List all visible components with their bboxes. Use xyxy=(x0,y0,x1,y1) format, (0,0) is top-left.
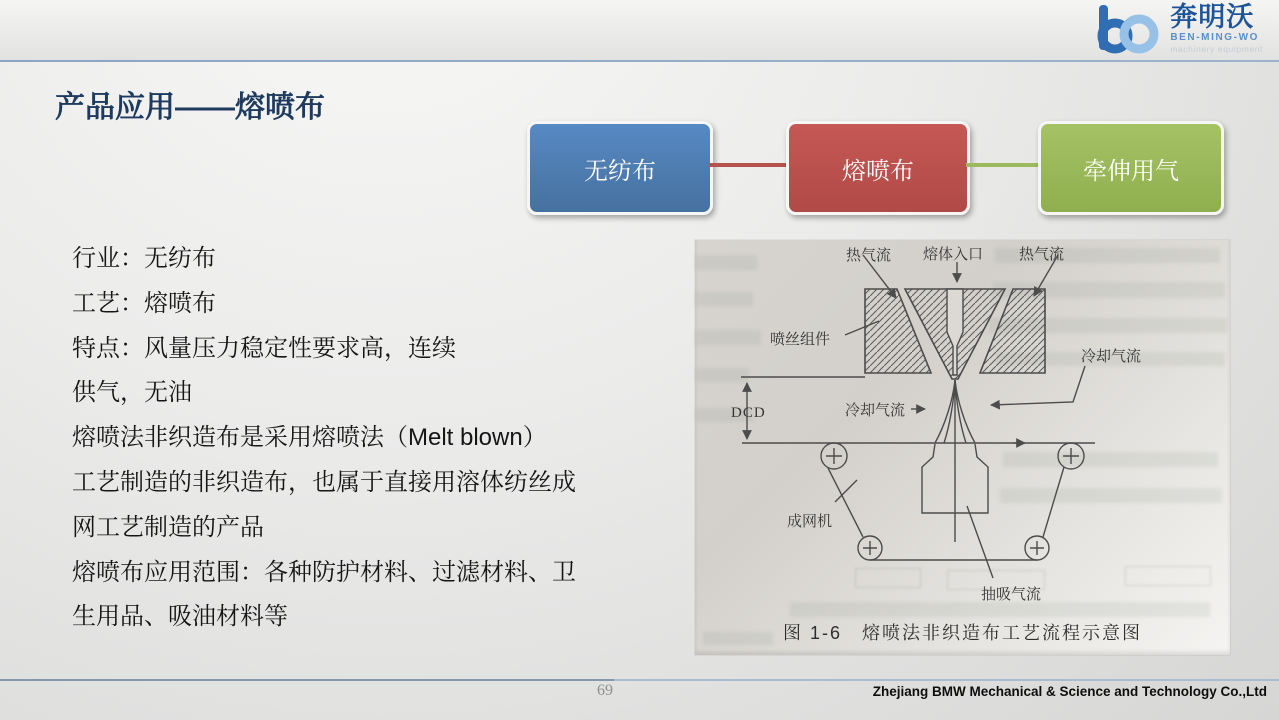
label-cooling-air-right: 冷却气流 xyxy=(1081,348,1142,365)
body-line: 工艺：熔喷布 xyxy=(72,289,216,317)
web-former-leader xyxy=(835,480,857,502)
body-line: 行业：无纺布 xyxy=(72,245,216,272)
logo-company-name: 奔明沃 xyxy=(1170,2,1255,33)
body-line: 熔喷法非织造布是采用熔喷法（Melt blown） xyxy=(72,424,547,452)
logo-mark-icon xyxy=(1094,3,1166,55)
label-hot-air-left: 热气流 xyxy=(846,247,892,264)
process-diagram-scan xyxy=(695,240,1230,655)
suction-leader xyxy=(967,506,993,578)
body-line: 特点：风量压力稳定性要求高，连续 xyxy=(72,334,456,362)
roller-cross xyxy=(1063,448,1079,464)
footer-divider xyxy=(0,679,1279,681)
page-number: 69 xyxy=(597,682,613,699)
flow-connector-red xyxy=(709,163,787,167)
body-line: 熔喷布应用范围：各种防护材料、过滤材料、卫 xyxy=(72,558,576,586)
company-logo xyxy=(1094,3,1263,55)
belt-right-diagonal xyxy=(1043,467,1064,537)
header-band xyxy=(0,0,1279,60)
body-line: 生用品、吸油材料等 xyxy=(72,603,288,631)
label-hot-air-right: 热气流 xyxy=(1019,246,1065,263)
logo-company-name-en: BEN-MING-WO xyxy=(1170,32,1260,44)
page-title: 产品应用——熔喷布 xyxy=(55,91,325,124)
body-line: 网工艺制造的产品 xyxy=(72,513,264,541)
roller-cross xyxy=(826,448,842,464)
body-line: 供气，无油 xyxy=(72,379,192,407)
flow-box-meltblown: 熔喷布 xyxy=(786,121,970,215)
header-divider xyxy=(0,60,1279,62)
footer-company-name: Zhejiang BMW Mechanical & Science and Technology Co.,Ltd xyxy=(872,684,1267,699)
belt-left-diagonal xyxy=(828,468,863,537)
figure-caption: 图 1-6 熔喷法非织造布工艺流程示意图 xyxy=(782,623,1142,643)
flow-connector-green xyxy=(966,163,1040,167)
roller-cross xyxy=(1030,541,1044,555)
label-web-former: 成网机 xyxy=(787,513,833,530)
body-text xyxy=(72,237,692,640)
logo-tagline: machinery equipment xyxy=(1170,44,1263,55)
label-dcd: DCD xyxy=(731,405,766,421)
label-cooling-air-left: 冷却气流 xyxy=(845,402,906,419)
meltblown-process-diagram xyxy=(695,240,1230,655)
label-spinneret: 喷丝组件 xyxy=(770,331,831,348)
body-line: 工艺制造的非织造布，也属于直接用溶体纺丝成 xyxy=(72,468,576,496)
label-suction-air: 抽吸气流 xyxy=(981,586,1042,603)
roller-cross xyxy=(863,541,877,555)
label-melt-inlet: 熔体入口 xyxy=(923,246,984,263)
flow-box-drawing-air: 牵伸用气 xyxy=(1038,121,1224,215)
flow-box-nonwoven: 无纺布 xyxy=(527,121,713,215)
